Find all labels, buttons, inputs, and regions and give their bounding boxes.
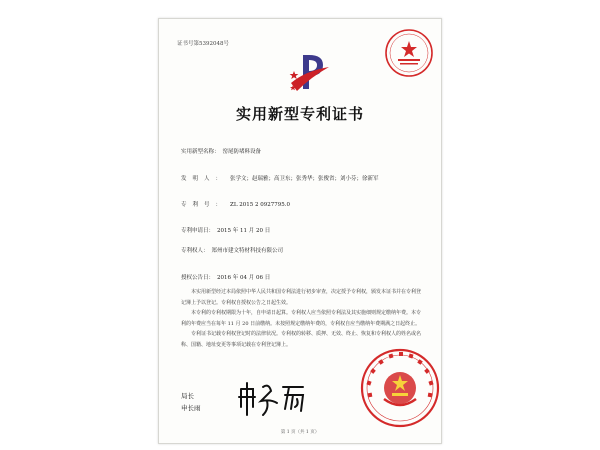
field-utility-model-name — [181, 147, 261, 155]
director-signature-icon — [237, 379, 307, 419]
field-label: 专利权人： — [181, 248, 209, 254]
field-label: 专利申请日： — [181, 228, 215, 234]
patent-office-emblem-icon — [285, 49, 335, 99]
national-emblem-seal-icon — [359, 347, 441, 429]
patent-certificate — [158, 18, 442, 444]
field-label: 发明人： — [181, 176, 228, 182]
field-value: 窑尾防堵料设备 — [222, 149, 262, 155]
certificate-number-label: 证书号第 — [177, 41, 200, 47]
office-seal-stamp-icon — [383, 27, 435, 79]
field-grant-date — [181, 273, 270, 281]
certificate-number-suffix: 号 — [223, 41, 230, 47]
field-patentee — [181, 246, 283, 254]
director-title: 局长 — [181, 392, 194, 400]
field-label: 授权公告日： — [181, 275, 215, 281]
field-patent-number — [181, 200, 290, 208]
field-label: 实用新型名称： — [181, 149, 220, 155]
certificate-body-text — [181, 287, 421, 350]
field-inventors — [181, 174, 379, 182]
body-paragraph: 专利证书记载专利权登记时的法律状况。专利权的转移、质押、无效、终止、恢复和专利权人的姓名或名称、国籍、地址变更等事项记载在专利登记簿上。 — [181, 331, 422, 348]
field-value: 郑州市建文特材科技有限公司 — [211, 248, 284, 254]
field-value: ZL 2015 2 0927795.0 — [230, 202, 290, 208]
field-application-date — [181, 226, 270, 234]
certificate-title: 实用新型专利证书 — [235, 105, 364, 123]
director-name: 申长雨 — [181, 404, 201, 412]
certificate-number-value: 5392048 — [199, 41, 224, 47]
field-label: 专利号： — [181, 202, 228, 208]
field-value: 张学文；赵瑞雅；高卫东；张秀华；张俊省；刘小芬；徐新军 — [230, 176, 379, 182]
body-paragraph: 本实用新型经过本局依照中华人民共和国专利法进行初步审查，决定授予专利权，颁发本证书并在专利登记簿上予以登记。专利权自授权公告之日起生效。 — [181, 289, 422, 306]
body-paragraph: 本专利的专利权期限为十年，自申请日起算。专利权人应当依照专利法及其实施细则规定缴纳年费。本专利的年费应当在每年 11 月 20 日前缴纳。未按照规定缴纳年费的，专利权自应当缴纳年费期满之日起终止。 — [181, 310, 422, 327]
field-value: 2015 年 11 月 20 日 — [217, 228, 271, 234]
field-value: 2016 年 04 月 06 日 — [217, 275, 271, 281]
certificate-number — [177, 39, 229, 47]
page-footer: 第 1 页（共 1 页） — [280, 430, 320, 435]
